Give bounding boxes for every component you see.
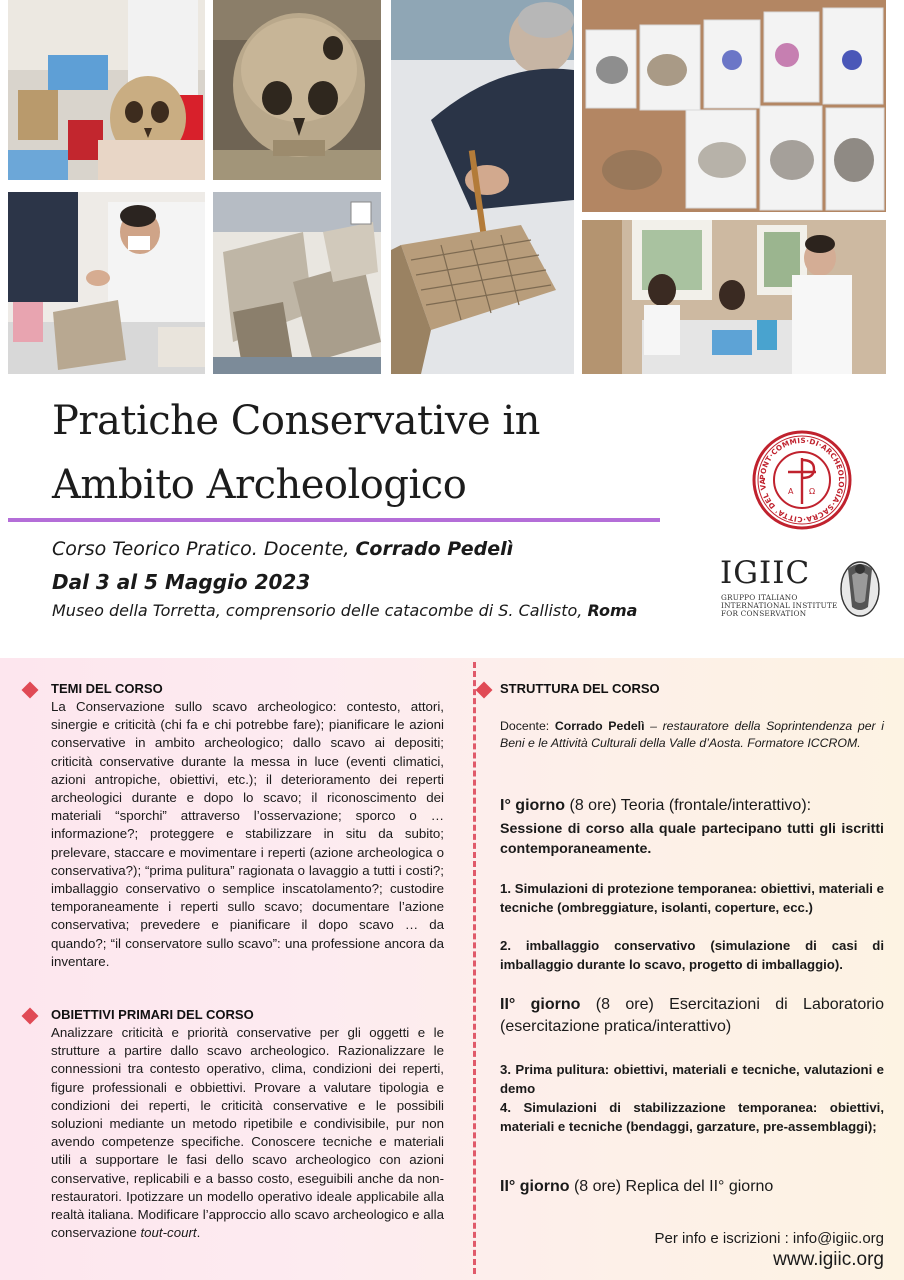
program-item-2: 2. imballaggio conservativo (simulazione di casi di imballaggio durante lo scavo, progetto di imballaggio). [500, 938, 884, 972]
seal-text: PONT·COMMIS·DI·ARCHEOLOGIA·SACRA·CITTA' DEL VA [757, 435, 847, 525]
finds-in-boxes-photo [582, 0, 886, 212]
day2-heading [500, 994, 884, 1038]
course-subtitle [52, 538, 513, 560]
website-link[interactable]: www.igiic.org [773, 1249, 884, 1270]
course-dates: Dal 3 al 5 Maggio 2023 [52, 570, 311, 594]
day3-text: (8 ore) Replica del II° giorno [569, 1178, 774, 1195]
day1-text: (8 ore) Teoria (frontale/interattivo): [565, 797, 812, 814]
temi-body: La Conservazione sullo scavo archeologico: contesto, attori, sinergie e criticità (chi fa e chi potrebbe fare); pianificare le azioni conservative in ambito archeologico; dallo scavo ai depositi; criticità conservative durante la messa in luce (eventi climatici, azioni antropiche, obiettivi, etc.); il deterioramento dei reperti archeologici durante e dopo lo scavo; il riconoscimento dei materiali “sporchi” attraverso l’osservazione; sporco o … informazione?; proteggere e stabilizzare in situ da subito; prelevare, staccare e movimentare i reperti (azione archeologica o conservativa?); “prima pulitura” ragionata o lavaggio a tutti i costi?; imballaggio conservativo o semplice inscatolamento?; custodire temporaneamente i reperti sullo scavo; documentare l’azione conservativa; prevedere e pianificare il dopo scavo … da quando?; “il conservatore sullo scavo”: una professione ancora da inventare. [51, 699, 444, 969]
program-item-1: 1. Simulazioni di protezione temporanea: obiettivi, materiali e tecniche (ombreggiature, isolanti, coperture, ecc.) [500, 881, 884, 915]
day1-session: Sessione di corso alla quale partecipano tutti gli iscritti contemporaneamente. [500, 821, 884, 857]
program-item-4: 4. Simulazioni di stabilizzazione temporanea: obiettivi, materiali e tecniche (bendaggi, garzature, pre-assemblaggi); [500, 1100, 884, 1134]
obiettivi-text: Analizzare criticità e priorità conservative per gli oggetti e le strutture a partire dallo scavo archeologico. Razionalizzare le connessioni tra contesto operativo, clima, condizioni dei reperti, figure professionali e obbiettivi. Provare a valutare tipologia e condizioni dei reperti, le criticità conservative e le possibili soluzioni mediante un metodo ripetibile e condivisibile, pur non avendo competenze specifiche. Conoscere tecniche e materiali utili a supportare le fasi dello scavo archeologico con azioni conservative, replicabili e a basso costo, eseguibili anche da non-restauratori. Ipotizzare un modello operativo ideale applicabile alla realtà italiana. Modificare l’approccio allo scavo archeologico e alla conservazione [51, 1025, 444, 1241]
igiic-line-1: GRUPPO ITALIANO [721, 593, 798, 602]
title-underline [8, 518, 660, 522]
day3-heading [500, 1176, 884, 1198]
docente-block [500, 718, 884, 752]
course-type: Corso Teorico Pratico. Docente, [52, 538, 356, 560]
page-title-line-1: Pratiche Conservative in [52, 398, 540, 444]
struttura-heading: STRUTTURA DEL CORSO [500, 681, 660, 696]
skull-in-hands-photo [8, 0, 205, 180]
temi-heading: TEMI DEL CORSO [51, 681, 163, 696]
teacher-name: Corrado Pedelì [355, 538, 514, 560]
svg-text:Ω: Ω [809, 487, 816, 496]
docente-name: Corrado Pedelì [554, 719, 645, 733]
day1-heading [500, 795, 884, 817]
igiic-line-2: INTERNATIONAL INSTITUTE [721, 601, 838, 610]
column-divider [473, 662, 476, 1274]
obiettivi-heading: OBIETTIVI PRIMARI DEL CORSO [51, 1007, 254, 1022]
archeologia-sacra-seal-logo [752, 430, 852, 530]
igiic-emblem-icon [838, 555, 882, 619]
day1-label: I° giorno [500, 797, 566, 814]
skull-closeup-photo [213, 0, 381, 180]
brushing-mosaic-photo [391, 0, 574, 374]
obiettivi-end: . [196, 1225, 201, 1241]
workshop-group-photo [582, 220, 886, 374]
program-item-3: 3. Prima pulitura: obiettivi, materiali e tecniche, valutazioni e demo [500, 1062, 884, 1096]
day2-text: (8 ore) Esercitazioni di Laboratorio (esercitazione pratica/interattivo) [500, 996, 884, 1035]
day2-label: II° giorno [500, 996, 581, 1013]
obiettivi-italic: tout-court [140, 1225, 197, 1241]
docente-label: Docente: [500, 719, 555, 733]
obiettivi-body [51, 1024, 444, 1242]
igiic-line-3: FOR CONSERVATION [721, 609, 807, 618]
contact-email[interactable]: Per info e iscrizioni : info@igiic.org [654, 1230, 884, 1247]
day3-label: II° giorno [500, 1178, 570, 1195]
svg-text:A: A [788, 487, 794, 496]
igiic-logo [720, 555, 885, 621]
docente-role: – restauratore della Soprintendenza per i Beni e le Attività Culturali della Valle d’Aosta. Formatore ICCROM. [500, 719, 884, 750]
sherds-in-crate-photo [213, 192, 381, 374]
venue-name: Museo della Torretta, comprensorio delle catacombe di S. Callisto, [52, 601, 588, 620]
page-title-line-2: Ambito Archeologico [52, 462, 467, 508]
venue-city: Roma [587, 601, 638, 620]
tablet-work-photo [8, 192, 205, 374]
igiic-wordmark: IGIIC [720, 555, 811, 591]
course-venue [52, 601, 637, 620]
